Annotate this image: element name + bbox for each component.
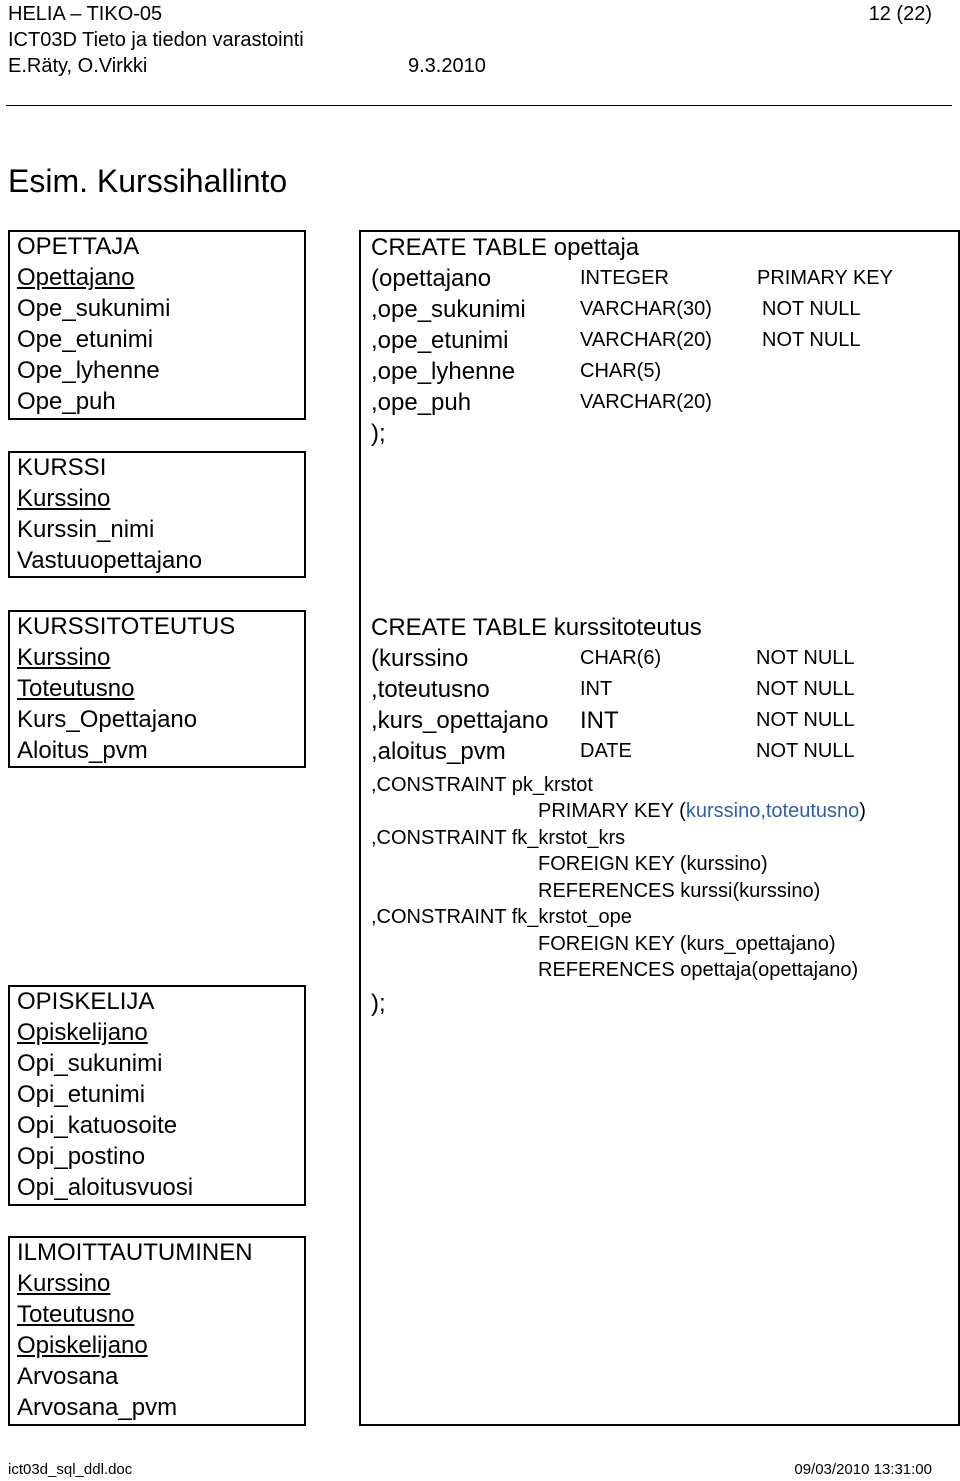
sql-column-constraint: NOT NULL xyxy=(756,709,855,731)
sql-column-name: ,ope_sukunimi xyxy=(371,296,526,323)
sql-column-type: VARCHAR(20) xyxy=(580,329,712,351)
header-date: 9.3.2010 xyxy=(408,55,486,77)
sql-column-constraint: NOT NULL xyxy=(762,329,861,351)
entity-attribute: Opi_postino xyxy=(17,1143,146,1170)
entity-attribute: Arvosana xyxy=(17,1363,119,1390)
entity-attribute: Kurssin_nimi xyxy=(17,516,155,543)
entity-kurssitoteutus xyxy=(17,611,235,766)
sql-column-constraint: NOT NULL xyxy=(756,647,855,669)
sql-primary-key-keyword: PRIMARY KEY ( xyxy=(538,800,686,822)
sql-column-type: CHAR(6) xyxy=(580,647,662,669)
header-course: HELIA – TIKO-05 xyxy=(8,3,163,25)
entity-key-attribute: Kurssino xyxy=(17,1270,111,1297)
header-authors: E.Räty, O.Virkki xyxy=(8,55,148,77)
entity-attribute: Opi_aloitusvuosi xyxy=(17,1174,194,1201)
sql-column-name: ,aloitus_pvm xyxy=(371,738,506,765)
sql-constraint-fk-opettaja: ,CONSTRAINT fk_krstot_ope xyxy=(371,906,632,928)
sql-column-constraint: NOT NULL xyxy=(756,678,855,700)
page-title: Esim. Kurssihallinto xyxy=(8,163,288,199)
sql-primary-key-clause xyxy=(538,798,866,825)
sql-primary-key-columns: kurssino,toteutusno xyxy=(685,800,860,822)
sql-column-type: CHAR(5) xyxy=(580,360,662,382)
sql-constraint-pk: ,CONSTRAINT pk_krstot xyxy=(371,774,593,796)
entity-key-attribute: Kurssino xyxy=(17,644,111,671)
sql-column-type: INTEGER xyxy=(580,267,669,289)
entity-attribute: Arvosana_pvm xyxy=(17,1394,178,1421)
entity-kurssi xyxy=(17,452,202,576)
entity-attribute: Kurs_Opettajano xyxy=(17,706,198,733)
sql-column-constraint: NOT NULL xyxy=(756,740,855,762)
sql-references-clause: REFERENCES opettaja(opettajano) xyxy=(538,959,859,981)
sql-column-type: VARCHAR(30) xyxy=(580,298,712,320)
entity-attribute: Ope_sukunimi xyxy=(17,295,171,322)
entity-name: OPETTAJA xyxy=(17,233,140,260)
sql-foreign-key-clause: FOREIGN KEY (kurssino) xyxy=(538,853,768,875)
entity-key-attribute: Toteutusno xyxy=(17,675,135,702)
sql-column-type: DATE xyxy=(580,740,632,762)
sql-foreign-key-clause: FOREIGN KEY (kurs_opettajano) xyxy=(538,933,836,955)
entity-ilmoittautuminen xyxy=(17,1237,253,1423)
sql-column-name: ,ope_lyhenne xyxy=(371,358,516,385)
entity-key-attribute: Opiskelijano xyxy=(17,1332,148,1359)
footer-timestamp: 09/03/2010 13:31:00 xyxy=(794,1461,932,1478)
entity-key-attribute: Toteutusno xyxy=(17,1301,135,1328)
sql-primary-key-end: ) xyxy=(859,800,866,822)
entity-opiskelija xyxy=(17,986,193,1203)
entity-name: ILMOITTAUTUMINEN xyxy=(17,1239,253,1266)
sql-statement-close: ); xyxy=(371,990,386,1017)
entity-attribute: Ope_etunimi xyxy=(17,326,154,353)
sql-column-name: ,kurs_opettajano xyxy=(371,707,549,734)
sql-references-clause: REFERENCES kurssi(kurssino) xyxy=(538,880,821,902)
sql-column-type: INT xyxy=(580,678,613,700)
entity-attribute: Opi_katuosoite xyxy=(17,1112,178,1139)
sql-column-type: INT xyxy=(580,707,619,734)
entity-attribute: Ope_puh xyxy=(17,388,116,415)
entity-name: OPISKELIJA xyxy=(17,988,155,1015)
sql-column-constraint: PRIMARY KEY xyxy=(757,267,893,289)
sql-statement-head: CREATE TABLE kurssitoteutus xyxy=(371,614,702,641)
entity-name: KURSSI xyxy=(17,454,107,481)
header-page-number: 12 (22) xyxy=(868,3,932,25)
entity-key-attribute: Opettajano xyxy=(17,264,135,291)
entity-attribute: Ope_lyhenne xyxy=(17,357,160,384)
entity-attribute: Aloitus_pvm xyxy=(17,737,148,764)
entity-name: KURSSITOTEUTUS xyxy=(17,613,236,640)
sql-statement-head: CREATE TABLE opettaja xyxy=(371,234,640,261)
sql-column-constraint: NOT NULL xyxy=(762,298,861,320)
sql-statement-close: ); xyxy=(371,420,386,447)
entity-attribute: Opi_etunimi xyxy=(17,1081,146,1108)
sql-column-name: ,ope_puh xyxy=(371,389,472,416)
header-divider xyxy=(6,105,952,106)
sql-column-name: (opettajano xyxy=(371,265,492,292)
sql-column-type: VARCHAR(20) xyxy=(580,391,712,413)
entity-key-attribute: Kurssino xyxy=(17,485,111,512)
header-subject: ICT03D Tieto ja tiedon varastointi xyxy=(8,29,304,51)
sql-column-name: ,toteutusno xyxy=(371,676,490,703)
footer-filename: ict03d_sql_ddl.doc xyxy=(8,1461,133,1478)
entity-attribute: Opi_sukunimi xyxy=(17,1050,163,1077)
entity-opettaja xyxy=(17,231,170,417)
sql-constraint-fk-kurssi: ,CONSTRAINT fk_krstot_krs xyxy=(371,827,626,849)
sql-column-name: ,ope_etunimi xyxy=(371,327,509,354)
entity-key-attribute: Opiskelijano xyxy=(17,1019,148,1046)
sql-column-name: (kurssino xyxy=(371,645,469,672)
entity-attribute: Vastuuopettajano xyxy=(17,547,203,574)
